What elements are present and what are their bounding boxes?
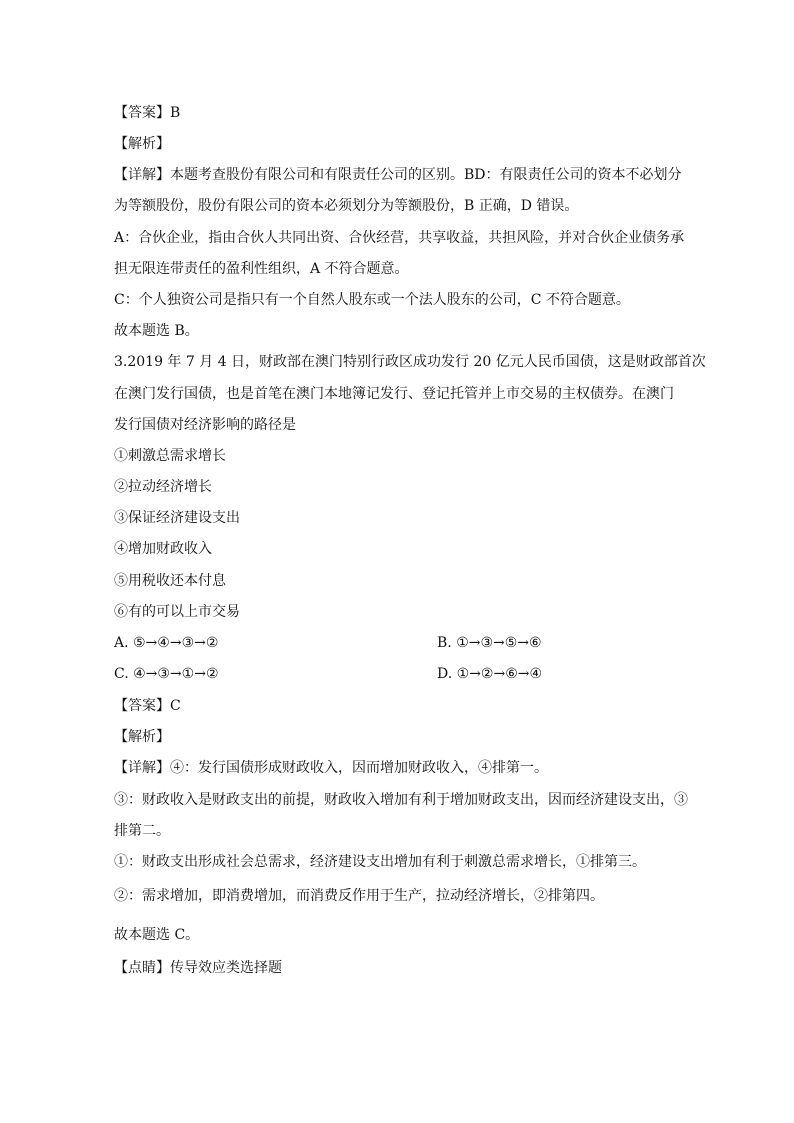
q2-detail-line-2: 为等额股份，股份有限公司的资本必须划分为等额股份，B 正确，D 错误。 xyxy=(114,198,579,214)
q3-detail-line-1: 【详解】④：发行国债形成财政收入，因而增加财政收入，④排第一。 xyxy=(114,760,548,776)
q3-detail-line-5: ②：需求增加，即消费增加，而消费反作用于生产，拉动经济增长，②排第四。 xyxy=(114,888,604,904)
q2-answer: 【答案】B xyxy=(114,105,181,121)
q3-conclusion: 故本题选 C。 xyxy=(114,927,200,943)
q3-detail-line-2: ③：财政收入是财政支出的前提，财政收入增加有利于增加财政支出，因而经济建设支出，③ xyxy=(114,792,688,808)
q2-detail-line-1: 【详解】本题考查股份有限公司和有限责任公司的区别。BD：有限责任公司的资本不必划分 xyxy=(114,167,682,183)
q3-item-3: ③保证经济建设支出 xyxy=(114,510,240,526)
q3-detail-line-4: ①：财政支出形成社会总需求，经济建设支出增加有利于刺激总需求增长，①排第三。 xyxy=(114,854,646,870)
q3-stem-line-1: 3.2019 年 7 月 4 日，财政部在澳门特别行政区成功发行 20 亿元人民币国债，这是财政部首次 xyxy=(114,354,706,370)
q2-detail-line-3: A：合伙企业，指由合伙人共同出资、合伙经营，共享收益，共担风险，并对合伙企业债务承 xyxy=(114,230,685,246)
q3-item-2: ②拉动经济增长 xyxy=(114,479,212,495)
q2-detail-line-4: 担无限连带责任的盈利性组织，A 不符合题意。 xyxy=(114,261,409,277)
q3-option-c: C. ④→③→①→② xyxy=(114,666,219,682)
q3-stem-line-2: 在澳门发行国债，也是首笔在澳门本地簿记发行、登记托管并上市交易的主权债券。在澳门 xyxy=(114,386,674,402)
q3-answer: 【答案】C xyxy=(114,698,181,714)
q2-analysis-heading: 【解析】 xyxy=(114,136,170,152)
q3-note: 【点睛】传导效应类选择题 xyxy=(114,960,282,976)
q3-option-b: B. ①→③→⑤→⑥ xyxy=(437,635,542,651)
q3-item-4: ④增加财政收入 xyxy=(114,541,212,557)
q3-option-d: D. ①→②→⑥→④ xyxy=(437,666,543,682)
q3-detail-line-3: 排第二。 xyxy=(114,823,170,839)
q3-option-a: A. ⑤→④→③→② xyxy=(114,635,219,651)
q3-stem-line-3: 发行国债对经济影响的路径是 xyxy=(114,417,296,433)
q3-item-1: ①刺激总需求增长 xyxy=(114,448,226,464)
q3-item-5: ⑤用税收还本付息 xyxy=(114,573,226,589)
q3-item-6: ⑥有的可以上市交易 xyxy=(114,604,240,620)
q2-detail-line-5: C：个人独资公司是指只有一个自然人股东或一个法人股东的公司，C 不符合题意。 xyxy=(114,292,630,308)
q2-conclusion: 故本题选 B。 xyxy=(114,323,199,339)
q3-analysis-heading: 【解析】 xyxy=(114,729,170,745)
